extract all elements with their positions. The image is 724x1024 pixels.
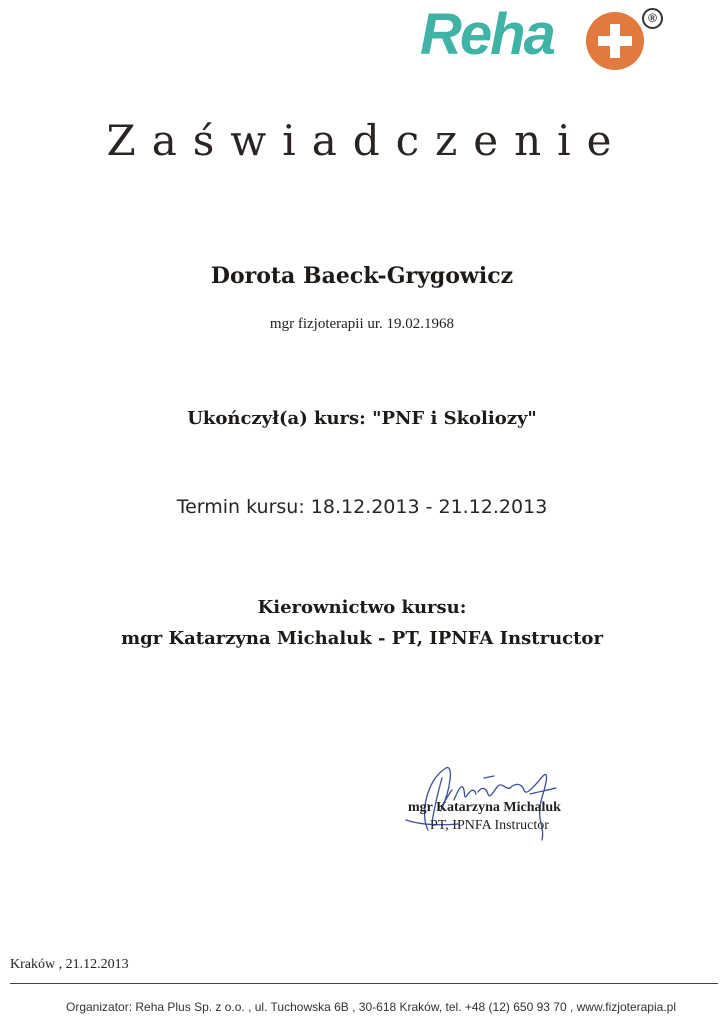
logo-wordmark: Reha: [420, 2, 554, 67]
recipient-degree: mgr fizjoterapii ur. 19.02.1968: [269, 316, 455, 332]
organizer-info: Organizator: Reha Plus Sp. z o.o. , ul. Tuchowska 6B , 30-618 Kraków, tel. +48 (12) 650 93 70 , www.fizjoterapia.pl: [66, 1000, 676, 1014]
footer-divider: [10, 983, 718, 984]
recipient-name: Dorota Baeck-Grygowicz: [210, 263, 514, 289]
course-leader-name: mgr Katarzyna Michaluk - PT, IPNFA Instructor: [121, 628, 603, 649]
course-completed: Ukończył(a) kurs: "PNF i Skoliozy": [187, 408, 537, 429]
plus-icon: [586, 12, 644, 70]
reha-plus-logo: [420, 2, 665, 74]
stamp-title: PT, IPNFA Instructor: [430, 818, 549, 833]
course-term: Termin kursu: 18.12.2013 - 21.12.2013: [176, 496, 548, 518]
registered-mark-icon: ®: [642, 8, 663, 29]
place-and-date: Kraków , 21.12.2013: [10, 957, 129, 972]
course-leadership-heading: Kierownictwo kursu:: [257, 597, 467, 618]
document-title: Zaświadczenie: [106, 116, 628, 165]
stamp-name: mgr Katarzyna Michaluk: [408, 800, 561, 815]
